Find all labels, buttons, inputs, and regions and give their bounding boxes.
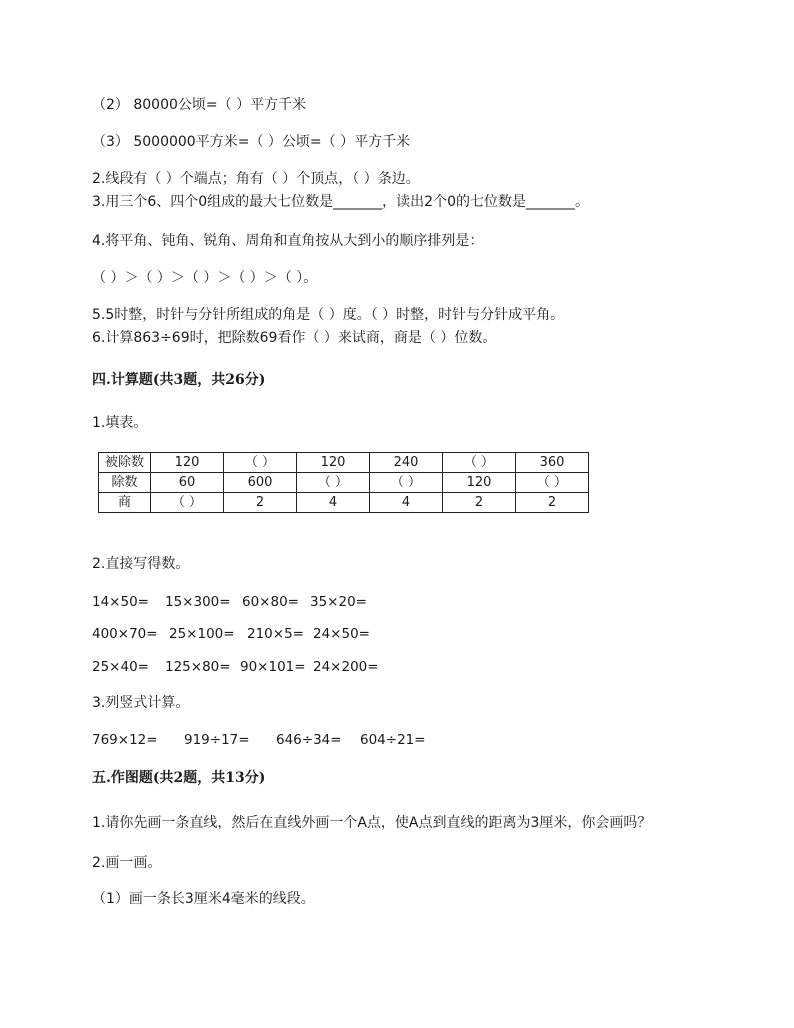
table-cell: 600 <box>224 473 297 493</box>
table-cell: 240 <box>370 453 443 473</box>
table-row <box>99 473 589 493</box>
oral-expression: 14×50= <box>92 594 149 610</box>
oral-expression: 24×200= <box>313 659 379 675</box>
oral-expression: 90×101= <box>240 659 306 675</box>
oral-expression: 15×300= <box>165 594 231 610</box>
vertical-expression: 604÷21= <box>360 732 426 748</box>
vertical-expression: 769×12= <box>92 732 158 748</box>
oral-expression: 60×80= <box>242 594 299 610</box>
section-5-heading: 五.作图题(共2题，共13分) <box>92 770 266 786</box>
table-cell: （ ） <box>151 493 224 513</box>
table-row <box>99 493 589 513</box>
draw-question-1: 1.请你先画一条直线，然后在直线外画一个A点，使A点到直线的距离为3厘米，你会画吗？ <box>92 815 652 831</box>
table-cell: 4 <box>297 493 370 513</box>
fill-question-3: 3.用三个6、四个0组成的最大七位数是_______，读出2个0的七位数是_______。 <box>92 194 589 210</box>
vertical-expression: 919÷17= <box>184 732 250 748</box>
table-cell: 2 <box>443 493 516 513</box>
section-4-heading: 四.计算题(共3题，共26分) <box>92 372 266 388</box>
table-cell: 120 <box>151 453 224 473</box>
oral-expression: 125×80= <box>165 659 231 675</box>
table-cell: 360 <box>516 453 589 473</box>
table-cell: 120 <box>443 473 516 493</box>
table-cell: （ ） <box>297 473 370 493</box>
table-row <box>99 453 589 473</box>
table-cell: （ ） <box>516 473 589 493</box>
table-cell: （ ） <box>224 453 297 473</box>
fill-question-4: 4.将平角、钝角、锐角、周角和直角按从大到小的顺序排列是： <box>92 233 484 249</box>
oral-expression: 35×20= <box>310 594 367 610</box>
question-3-area-conversion: （3） 5000000平方米=（ ）公顷=（ ）平方千米 <box>92 134 411 150</box>
calc-question-3: 3.列竖式计算。 <box>92 695 190 711</box>
fill-question-2: 2.线段有（ ）个端点；角有（ ）个顶点，（ ）条边。 <box>92 171 420 187</box>
calc-question-1: 1.填表。 <box>92 415 148 431</box>
fill-question-6: 6.计算863÷69时，把除数69看作（ ）来试商，商是（ ）位数。 <box>92 330 497 346</box>
draw-question-2-part-1: （1）画一条长3厘米4毫米的线段。 <box>92 891 315 907</box>
oral-expression: 210×5= <box>247 626 304 642</box>
table-cell: 除数 <box>99 473 151 493</box>
table-cell: （ ） <box>443 453 516 473</box>
table-cell: 2 <box>224 493 297 513</box>
oral-expression: 25×100= <box>169 626 235 642</box>
table-cell: 商 <box>99 493 151 513</box>
calc-question-2: 2.直接写得数。 <box>92 556 190 572</box>
table-cell: 4 <box>370 493 443 513</box>
table-cell: （ ） <box>370 473 443 493</box>
fill-question-4-answer: （ ）＞（ ）＞（ ）＞（ ）＞（ ）。 <box>92 270 318 286</box>
oral-expression: 24×50= <box>313 626 370 642</box>
vertical-expression: 646÷34= <box>276 732 342 748</box>
table-cell: 60 <box>151 473 224 493</box>
division-fill-table <box>98 452 589 513</box>
table-cell: 被除数 <box>99 453 151 473</box>
table-cell: 120 <box>297 453 370 473</box>
fill-question-5: 5.5时整，时针与分针所组成的角是（ ）度。（ ）时整，时针与分针成平角。 <box>92 307 565 323</box>
oral-expression: 400×70= <box>92 626 158 642</box>
table-cell: 2 <box>516 493 589 513</box>
question-2-area-conversion: （2） 80000公顷=（ ）平方千米 <box>92 97 307 113</box>
draw-question-2: 2.画一画。 <box>92 855 162 871</box>
oral-expression: 25×40= <box>92 659 149 675</box>
